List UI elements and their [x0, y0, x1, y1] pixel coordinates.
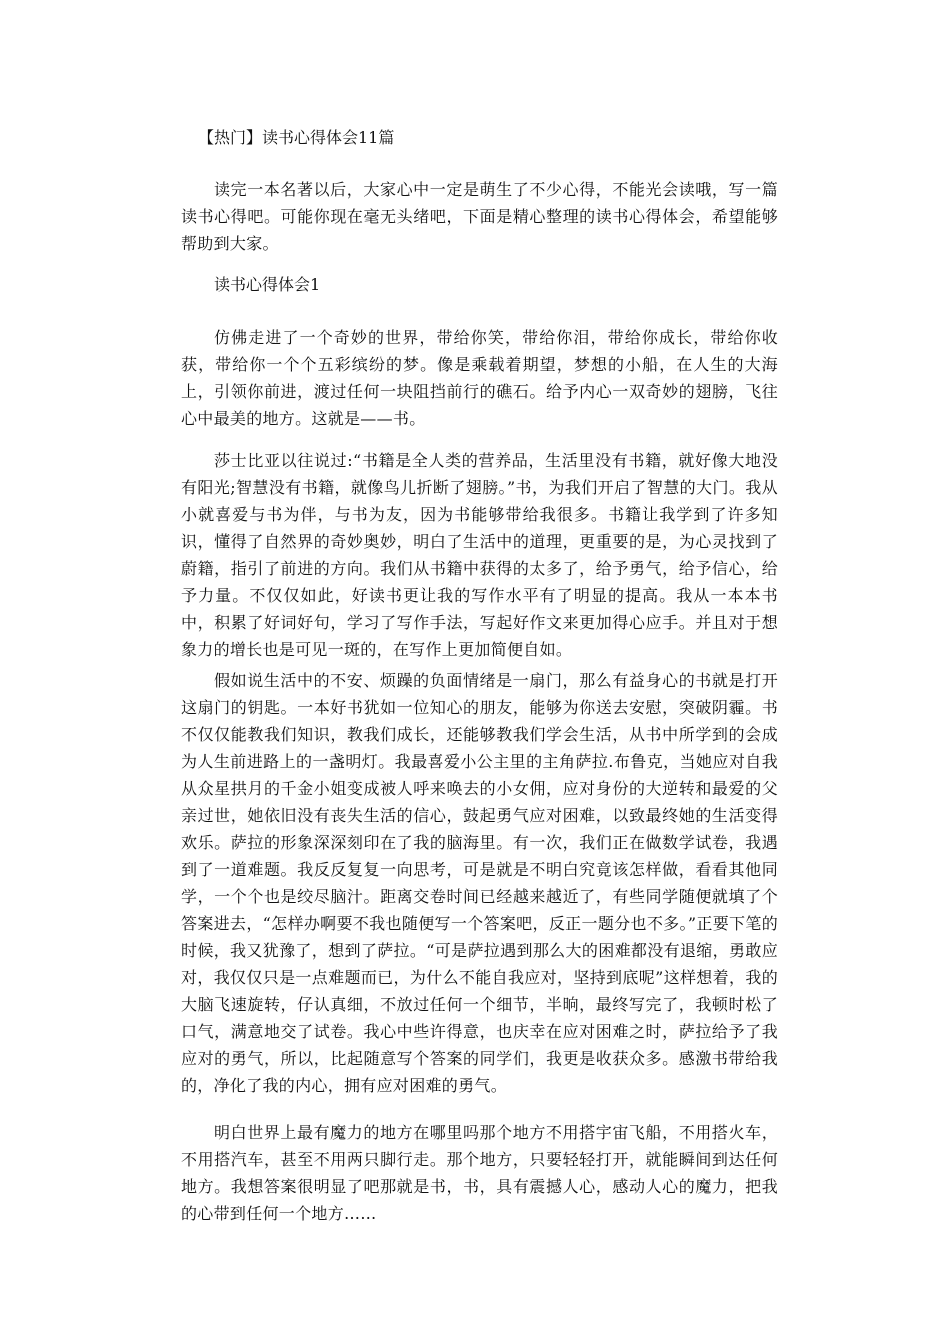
- body-paragraph: 明白世界上最有魔力的地方在哪里吗那个地方不用搭宇宙飞船，不用搭火车，不用搭汽车，甚至不用两只脚行走。那个地方，只要轻轻打开，就能瞬间到达任何地方。我想答案很明显了吧那就是书，书，具有震撼人心，感动人心的魔力，把我的心带到任何一个地方……: [181, 1123, 778, 1223]
- intro-paragraph: 读完一本名著以后，大家心中一定是萌生了不少心得，不能光会读哦，写一篇读书心得吧。可能你现在毫无头绪吧，下面是精心整理的读书心得体会，希望能够帮助到大家。: [181, 180, 778, 253]
- body-paragraph: 假如说生活中的不安、烦躁的负面情绪是一扇门，那么有益身心的书就是打开这扇门的钥匙。一本好书犹如一位知心的朋友，能够为你送去安慰，突破阴霾。书不仅仅能教我们知识，教我们成长，还能够教我们学会生活，从书中所学到的会成为人生前进路上的一盏明灯。我最喜爱小公主里的主角萨拉.布鲁克，当她应对自我从众星拱月的千金小姐变成被人呼来唤去的小女佣，应对身份的大逆转和最爱的父亲过世，她依旧没有丧失生活的信心，鼓起勇气应对困难，以致最终她的生活变得欢乐。萨拉的形象深深刻印在了我的脑海里。有一次，我们正在做数学试卷，我遇到了一道难题。我反反复复一向思考，可是就是不明白究竟该怎样做，看看其他同学，一个个也是绞尽脑汁。距离交卷时间已经越来越近了，有些同学随便就填了个答案进去，“怎样办啊要不我也随便写一个答案吧，反正一题分也不多。”正要下笔的时候，我又犹豫了，想到了萨拉。“可是萨拉遇到那么大的困难都没有退缩，勇敢应对，我仅仅只是一点难题而已，为什么不能自我应对，坚持到底呢”这样想着，我的大脑飞速旋转，仔认真细，不放过任何一个细节，半晌，最终写完了，我顿时松了口气，满意地交了试卷。我心中些许得意，也庆幸在应对困难之时，萨拉给予了我应对的勇气，所以，比起随意写个答案的同学们，我更是收获众多。感激书带给我的，净化了我的内心，拥有应对困难的勇气。: [181, 671, 778, 1095]
- section-heading: 读书心得体会1: [214, 275, 321, 294]
- body-paragraph: 仿佛走进了一个奇妙的世界，带给你笑，带给你泪，带给你成长，带给你收获，带给你一个个五彩缤纷的梦。像是乘载着期望，梦想的小船，在人生的大海上，引领你前进，渡过任何一块阻挡前行的礁石。给予内心一双奇妙的翅膀，飞往心中最美的地方。这就是——书。: [181, 328, 778, 428]
- document-title: 【热门】读书心得体会11篇: [198, 128, 395, 147]
- body-paragraph: 莎士比亚以往说过:“书籍是全人类的营养品，生活里没有书籍，就好像大地没有阳光;智慧没有书籍，就像鸟儿折断了翅膀。”书，为我们开启了智慧的大门。我从小就喜爱与书为伴，与书为友，因为书能够带给我很多。书籍让我学到了许多知识，懂得了自然界的奇妙奥妙，明白了生活中的道理，更重要的是，为心灵找到了蔚籍，指引了前进的方向。我们从书籍中获得的太多了，给予勇气，给予信心，给予力量。不仅仅如此，好读书更让我的写作水平有了明显的提高。我从一本本书中，积累了好词好句，学习了写作手法，写起好作文来更加得心应手。并且对于想象力的增长也是可见一斑的，在写作上更加简便自如。: [181, 451, 778, 659]
